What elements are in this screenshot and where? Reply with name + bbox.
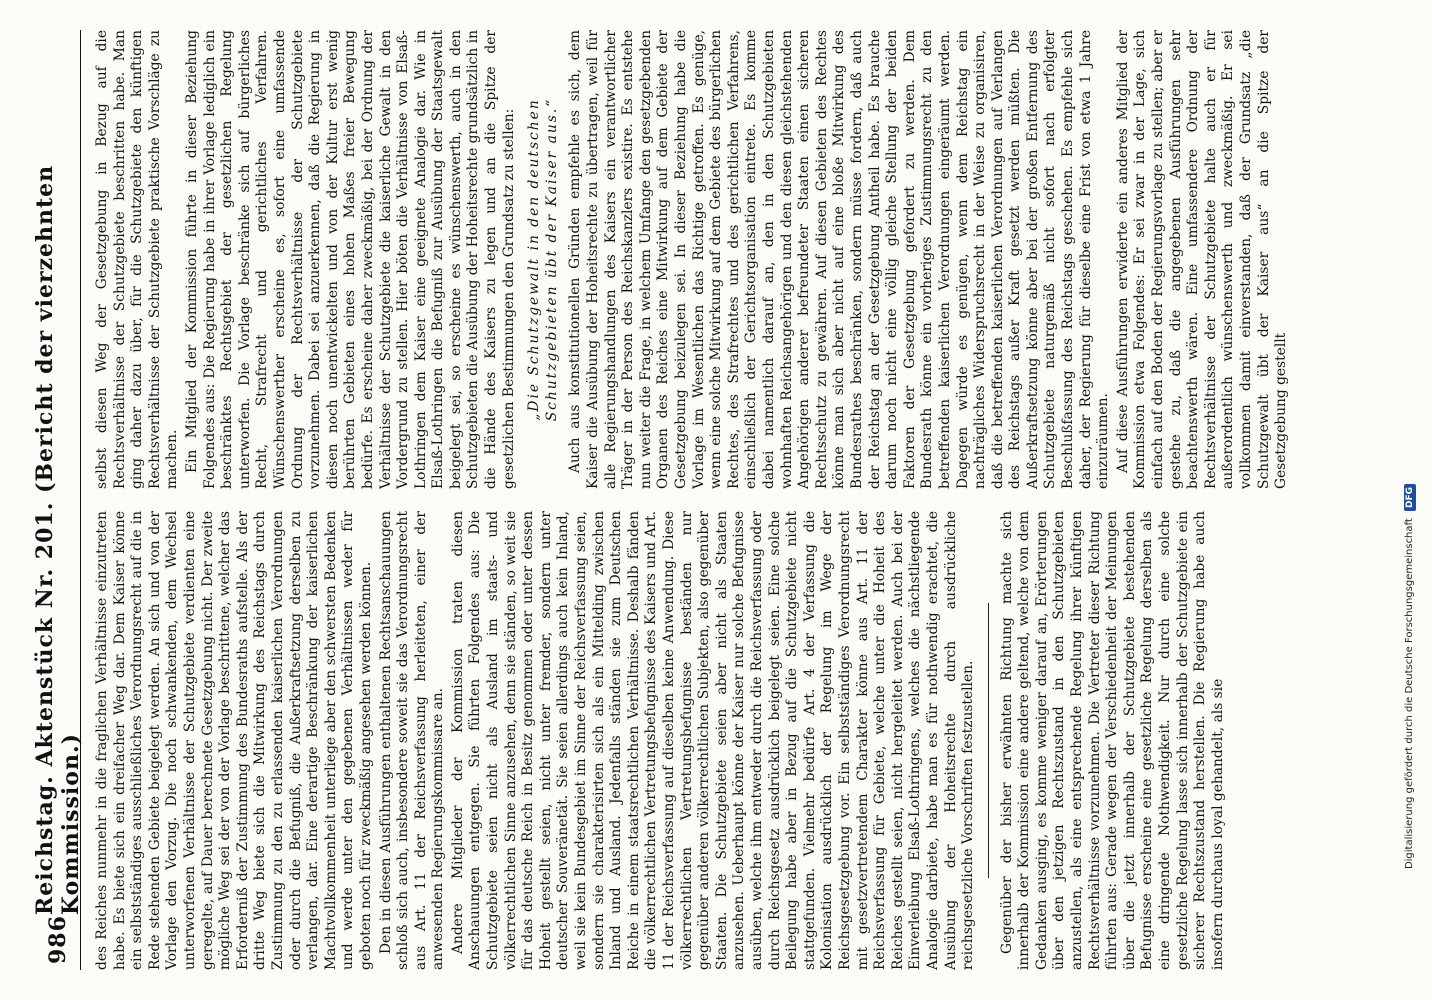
- quoted-principle: „Die Schutzgewalt in den deutschen Schutzgebieten übt der Kaiser aus.“: [526, 97, 560, 422]
- paragraph: Den in diesen Ausführungen enthaltenen Rechtsanschauungen schloß sich auch, insbesondere soweit sie das Verordnungsrecht aus Art. 11 der Reichsverfassung herleiteten, einer der anwesenden Regierungskommissare an.: [377, 511, 447, 970]
- paragraph: Auch aus konstitutionellen Gründen empfehle es sich, dem Kaiser die Ausübung der Hoheitsrechte zu übertragen, weil für alle Regierungshandlungen des Kaisers ein verantwortlicher Träger in der Person des Reichskanzlers existire. Es entstehe nun weiter die Frage, in welchem Umfange den gesetzgebenden Organen des Reiches eine Mitwirkung auf dem Gebiete der Gesetzgebung beizulegen sei. In dieser Beziehung habe die Vorlage im Wesentlichen das Richtige getroffen. Es genüge, wenn eine solche Mitwirkung auf dem Gebiete des bürgerlichen Rechtes, des Strafrechtes und des gerichtlichen Verfahrens, einschließlich der Gerichtsorganisation eintrete. Es komme dabei namentlich darauf an, den in den Schutzgebieten wohnhaften Reichsangehörigen und den diesen gleichstehenden Angehörigen anderer befreundeter Staaten einen sicheren Rechtsschutz zu gewähren. Auf diesen Gebieten des Rechtes könne man sich aber nicht auf eine bloße Mitwirkung des Bundesrathes beschränken, sondern müsse fordern, daß auch der Reichstag an der Gesetzgebung Antheil habe. Es brauche darum noch nicht eine völlig gleiche Stellung der beiden Faktoren der Gesetzgebung gefordert zu werden. Dem Bundesrath könne ein vorheriges Zustimmungsrecht zu den betreffenden kaiserlichen Verordnungen eingeräumt werden. Dagegen würde es genügen, wenn dem Reichstag ein nachträgliches Widerspruchsrecht in der Weise zu organisiren, daß die betreffenden kaiserlichen Verordnungen auf Verlangen des Reichstags außer Kraft gesetzt werden müßten. Die Außerkraftsetzung könne aber bei der großen Entfernung des Schutzgebiete naturgemäß nicht sofort nach erfolgter Beschlußfassung des Reichstags geschehen. Es empfehle sich daher, der Regierung für dieselbe eine Frist von etwa 1 Jahre einzuräumen.: [567, 30, 1112, 489]
- page-number: 986: [45, 915, 71, 964]
- running-title: Reichstag. Aktenstück Nr. 201. (Bericht der vierzehnten Kommission.): [32, 164, 84, 916]
- digitization-note: [1404, 0, 1430, 1000]
- digitization-text: Digitalisierung gefördert durch die Deutsche Forschungsgemeinschaft: [1404, 518, 1415, 870]
- dfg-logo: DFG: [1404, 484, 1416, 511]
- paragraph: Auf diese Ausführungen erwiderte ein anderes Mitglied der Kommission etwa Folgendes: Er sei zwar in der Lage, sich einfach auf den Boden der Regierungsvorlage zu stellen; aber er gestehe zu, daß die angegebenen Ausführungen sehr beachtenswerth wären. Eine umfassendere Ordnung der Rechtsverhältnisse der Schutzgebiete halte auch er für außerordentlich wünschenswerth und zweckmäßig. Er sei vollkommen damit einverstanden, daß der Grundsatz „die Schutzgewalt übt der Kaiser aus“ an die Spitze der Gesetzgebung gestellt: [1114, 30, 1290, 489]
- rotated-page: [32, 30, 1396, 970]
- paragraph: des Reiches nunmehr in die fraglichen Verhältnisse einzutreten habe. Es biete sich ein dreifacher Weg dar. Dem Kaiser könne ein selbstständiges ausschließliches Verordnungsrecht auf die in Rede stehenden Gebiete beigelegt werden. An sich und von der Vorlage den Vorzug. Die noch schwankenden, dem Wechsel unterworfenen Verhältnisse der Schutzgebiete verdienten eine geregelte, auf Dauer berechnete Gesetzgebung nicht. Der zweite mögliche Weg sei der von der Vorlage beschrittene, welcher das Erforderniß der Zustimmung des Bundesraths aufstelle. Als der dritte Weg biete sich die Mitwirkung des Reichstags durch Zustimmung zu den zu erlassenden kaiserlichen Verordnungen oder durch die Befugniß, die Außerkraftsetzung derselben zu verlangen, dar. Eine derartige Beschränkung der kaiserlichen Machtvollkommenheit unterliege aber den schwersten Bedenken und werde unter den gegebenen Verhältnissen weder für geboten noch für zweckmäßig angesehen werden können.: [94, 511, 374, 970]
- left-column: [94, 511, 1396, 970]
- section-rule: [988, 603, 989, 878]
- paragraph: Andere Mitglieder der Kommission traten diesen Anschauungen entgegen. Sie führten Folgendes aus: Die Schutzgebiete seien nicht als Ausland im staats- und völkerrechtlichen Sinne anzusehen, denn sie ständen, so weit sie für das deutsche Reich in Besitz genommen oder unter dessen Hoheit gestellt seien, nicht unter fremder, sondern unter deutscher Souveränetät. Sie seien allerdings auch kein Inland, weil sie kein Bundesgebiet im Sinne der Reichsverfassung seien, sondern sie charakterisirten sich als ein Mittelding zwischen Inland und Ausland. Jedenfalls ständen sie zum Deutschen Reiche in einem staatsrechtlichen Verhältnisse. Deshalb fänden die völkerrechtlichen Vertretungsbefugnisse des Kaisers und Art. 11 der Reichsverfassung auf dieselben keine Anwendung. Diese völkerrechtlichen Vertretungsbefugnisse beständen nur gegenüber anderen völkerrechtlichen Subjekten, also gegenüber Staaten. Die Schutzgebiete seien aber nicht als Staaten anzusehen. Ueberhaupt könne der Kaiser nur solche Befugnisse ausüben, welche ihm entweder durch die Reichsverfassung oder durch Reichsgesetz ausdrücklich beigelegt seien. Eine solche Beilegung habe aber in Bezug auf die Schutzgebiete nicht stattgefunden. Vielmehr bedürfe Art. 4 der Verfassung die Kolonisation ausdrücklich der Regelung im Wege der Reichsgesetzgebung vor. Ein selbstständiges Verordnungsrecht mit gesetzvertretendem Charakter könne aus Art. 11 der Reichsverfassung für Gebiete, welche unter die Hoheit des Reiches gestellt seien, nicht hergeleitet werden. Auch bei der Einverleibung Elsaß-Lothringens, welches die nächstliegende Analogie darbiete, habe man es für nothwendig erachtet, die Ausübung der Hoheitsrechte durch ausdrückliche reichsgesetzliche Vorschriften festzustellen.: [449, 511, 977, 970]
- right-column: [94, 30, 1396, 489]
- paragraph: Gegenüber der bisher erwähnten Richtung machte sich innerhalb der Kommission eine andere geltend, welche von dem Gedanken ausging, es komme weniger darauf an, Erörterungen über den jetzigen Rechtszustand in den Schutzgebieten anzustellen, als eine entsprechende Regelung ihrer künftigen Rechtsverhältnisse vorzunehmen. Die Vertreter dieser Richtung führten aus: Gerade wegen der Verschiedenheit der Meinungen über die jetzt innerhalb der Schutzgebiete bestehenden Befugnisse erscheine eine gesetzliche Regelung derselben als eine dringende Nothwendigkeit. Nur durch eine solche gesetzliche Regelung lasse sich innerhalb der Schutzgebiete ein sicherer Rechtszustand herstellen. Die Regierung habe auch insofern durchaus loyal gehandelt, als sie: [998, 511, 1226, 970]
- page-header: [32, 30, 84, 970]
- paragraph: selbst diesen Weg der Gesetzgebung in Bezug auf die Rechtsverhältnisse der Schutzgebiete beschritten habe. Man ging daher dazu über, für die Schutzgebiete den künftigen Rechtsverhältnisse der Schutzgebiete praktische Vorschläge zu machen.: [94, 30, 181, 489]
- paragraph: Ein Mitglied der Kommission führte in dieser Beziehung Folgendes aus: Die Regierung habe in ihrer Vorlage lediglich ein beschränktes Rechtsgebiet der gesetzlichen Regelung unterworfen. Die Vorlage beschränke sich auf bürgerliches Recht, Strafrecht und gerichtliches Verfahren. Wünschenswerther erscheine es, sofort eine umfassende Ordnung der Rechtsverhältnisse der Schutzgebiete vorzunehmen. Dabei sei anzuerkennen, daß die Regierung in diesen noch unentwickelten und von der Kultur erst wenig berührten Gebieten eines hohen Maßes freier Bewegung bedürfe. Es erscheine daher zweckmäßig, bei der Ordnung der Verhältnisse der Schutzgebiete die kaiserliche Gewalt in den Vordergrund zu stellen. Hier böten die Verhältnisse von Elsaß-Lothringen dem Kaiser eine geeignete Analogie dar. Wie in Elsaß-Lothringen die Befugniß zur Ausübung der Staatsgewalt beigelegt sei, so erscheine es wünschenswerth, auch in den Schutzgebieten die Ausübung der Hoheitsrechte grundsätzlich in die Hände des Kaisers zu legen und an die Spitze der gesetzlichen Bestimmungen den Grundsatz zu stellen:: [183, 30, 517, 489]
- text-columns: [94, 30, 1396, 970]
